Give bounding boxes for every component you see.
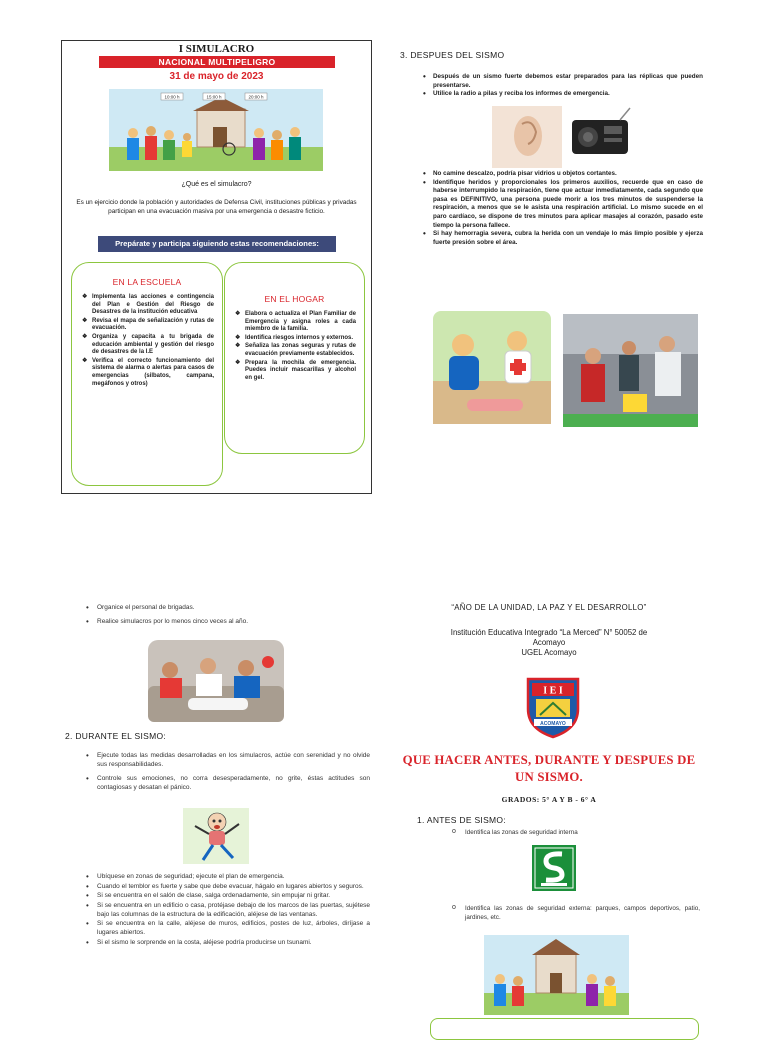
poster-title: I SIMULACRO (178, 43, 255, 55)
escuela-title: EN LA ESCUELA (112, 277, 182, 287)
list-item: • Realice simulacros por lo menos cinco veces al año. (86, 617, 376, 626)
list-item: ❖ Organiza y capacita a tu brigada de educación ambiental y gestión del riesgo de desastres de la I.E (82, 334, 214, 357)
list-item: ❖ Señaliza las zonas seguras y rutas de evacuación previamente establecidos. (235, 343, 356, 358)
institution-name (400, 628, 698, 658)
crest-letters: I E I (543, 685, 563, 697)
list-item: ❖ Verifica el correcto funcionamiento del sistema de alarma o alertas para casos de emergencias (silbatos, campana, megáfonos y otros) (82, 358, 214, 388)
family-evacuation-illustration (109, 89, 323, 171)
durante-heading: 2. DURANTE EL SISMO: (65, 731, 167, 741)
list-item: • Si se encuentra en un edificio o casa, protéjase debajo de los marcos de las puertas, sujétese bajo las columnas de la estructura de la edificación, aléjese de las ventanas. (86, 901, 370, 919)
evacuation-photo (563, 314, 698, 427)
antes-continued-list (86, 603, 376, 631)
panicked-runner-illustration (183, 808, 249, 864)
list-item: • Organice el personal de brigadas. (86, 603, 376, 612)
year-motto: “AÑO DE LA UNIDAD, LA PAZ Y EL DESARROLLO” (451, 603, 647, 612)
recommendations-box (430, 1018, 699, 1040)
institution-line: Institución Educativa Integrado “La Merced” N° 50052 de (450, 628, 648, 637)
hogar-card (224, 262, 365, 454)
first-aid-illustration (433, 311, 551, 424)
list-item: • Si se encuentra en la calle, aléjese de muros, edificios, postes de luz, árboles, diríjase a lugares abiertos. (86, 919, 370, 937)
institution-line: Acomayo (532, 638, 566, 647)
list-item: • Si hay hemorragia severa, cubra la herida con un vendaje lo más limpio posible y ejerza fuerte presión sobre el área. (423, 230, 703, 247)
list-item: ❖ Implementa las acciones e contingencia del Plan e Gestión del Riesgo de Desastres de la institución educativa (82, 294, 214, 317)
crest-name: ACOMAYO (540, 720, 566, 727)
durante-list-1 (86, 751, 370, 797)
brigade-training-photo (148, 640, 284, 722)
list-item: ❖ Elabora o actualiza el Plan Familiar de Emergencia y asigna roles a cada miembro de la familia. (235, 311, 356, 334)
safety-zone-sign-icon (532, 845, 576, 891)
list-item: • Cuando el temblor es fuerte y sabe que debe evacuar, hágalo en lugares abiertos y seguros. (86, 882, 370, 891)
despues-list-2 (423, 170, 703, 247)
despues-list-1 (423, 73, 703, 99)
list-item: ❖ Prepara la mochila de emergencia. Puedes incluir mascarillas y alcohol en gel. (235, 360, 356, 383)
list-item: • Después de un sismo fuerte debemos estar preparados para las réplicas que pueden presentarse. (423, 73, 703, 90)
despues-heading: 3. DESPUES DEL SISMO (400, 50, 505, 60)
list-item: o Identifica las zonas de seguridad externa: parques, campos deportivos, patio, jardines, etc. (452, 904, 700, 922)
list-item: • Controle sus emociones, no corra desesperadamente, no grite, éstas actitudes son contagiosas y desatan el pánico. (86, 774, 370, 792)
antes-heading: 1. ANTES DE SISMO: (417, 815, 507, 825)
institution-line: UGEL Acomayo (521, 648, 577, 657)
list-item: ❖ Identifica riesgos internos y externos. (235, 335, 356, 343)
poster-question: ¿Qué es el simulacro? (181, 181, 252, 188)
durante-list-2 (86, 872, 370, 947)
grades-label: GRADOS: 5° A Y B - 6° A (501, 795, 597, 804)
poster-description: Es un ejercicio donde la población y autoridades de Defensa Civil, instituciones públicas y privadas participan en una evacuación masiva por una emergencia o desastre ficticio. (76, 199, 357, 215)
hogar-title: EN EL HOGAR (264, 294, 325, 304)
list-item: ❖ Revisa el mapa de señalización y rutas de evacuación. (82, 318, 214, 333)
school-crest-logo (524, 675, 582, 739)
list-item: • Si el sismo le sorprende en la costa, aléjese podría producirse un tsunami. (86, 938, 370, 947)
list-item: • Identifique heridos y proporcionales los primeros auxilios, recuerde que en caso de haberse interrumpido la respiración, tiene que actuar inmediatamente, cada segundo que pasa es DEFINITIVO, una persona puede morir a los tres minutos de suspenderse la respiración, a menos que se le asista una respiración artificial. Lo mismo sucede en el paro cardíaco, se dispone de tres minutos para aplicar masajes al corazón, pasado este tiempo la persona fallece. (423, 179, 703, 231)
poster-date: 31 de mayo de 2023 (169, 71, 264, 82)
list-item: • Ejecute todas las medidas desarrolladas en los simulacros, actúe con serenidad y no olvide sus responsabilidades. (86, 751, 370, 769)
poster-banner: NACIONAL MULTIPELIGRO (99, 56, 335, 68)
simulacro-poster (61, 40, 372, 494)
family-safety-illustration (484, 935, 629, 1015)
time-label: 20:00 h (248, 94, 264, 100)
antes-list-2 (452, 904, 700, 922)
list-item: o Identifica las zonas de seguridad interna (452, 828, 700, 837)
escuela-card (71, 262, 223, 486)
radio-listening-image (492, 106, 635, 168)
antes-list-1 (452, 828, 700, 837)
list-item: • No camine descalzo, podría pisar vidrios u objetos cortantes. (423, 170, 703, 179)
list-item: • Ubíquese en zonas de seguridad; ejecute el plan de emergencia. (86, 872, 370, 881)
main-title: QUE HACER ANTES, DURANTE Y DESPUES DE UN SISMO. (402, 753, 696, 784)
poster-cta: Prepárate y participa siguiendo estas recomendaciones: (98, 236, 336, 252)
list-item: • Utilice la radio a pilas y reciba los informes de emergencia. (423, 90, 703, 99)
time-label: 10:00 h (164, 94, 180, 100)
time-label: 15:00 h (206, 94, 222, 100)
list-item: • Si se encuentra en el salón de clase, salga ordenadamente, sin empujar ni gritar. (86, 891, 370, 900)
